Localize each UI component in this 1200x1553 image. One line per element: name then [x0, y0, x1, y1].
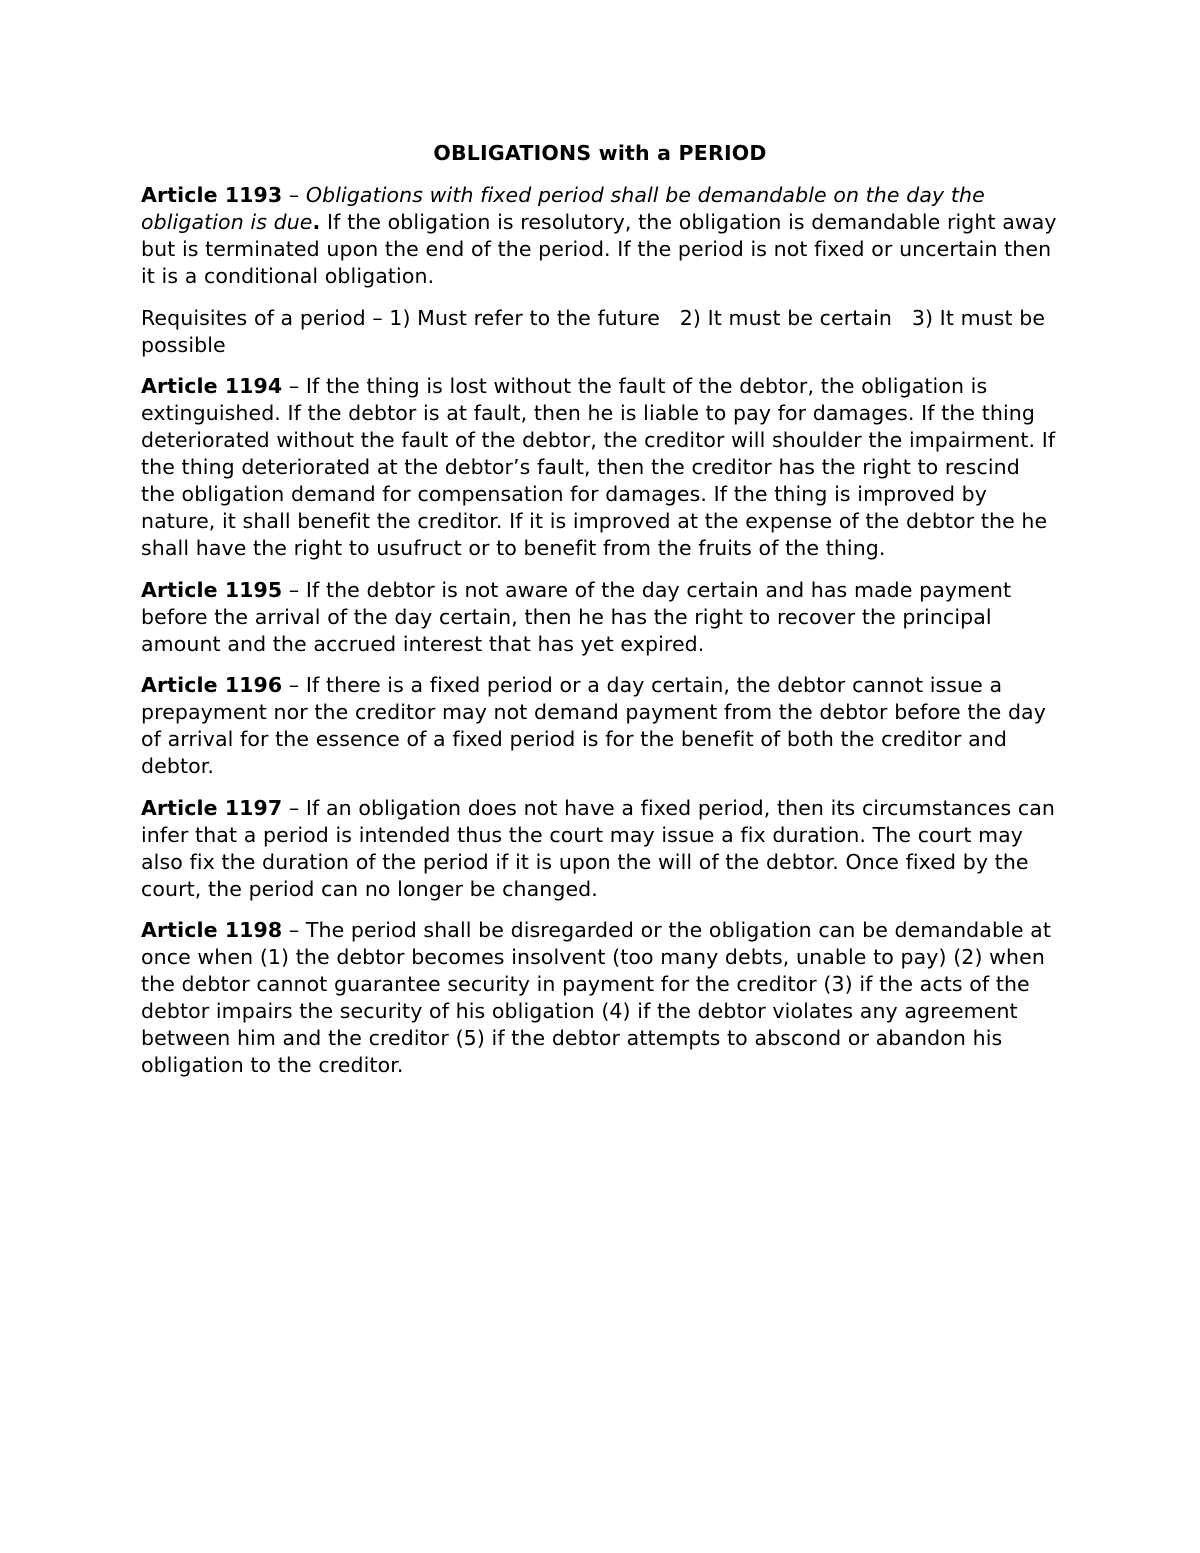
article-heading: Article 1193: [141, 183, 283, 207]
requisites-paragraph: [141, 305, 1059, 359]
article-1195-paragraph: [141, 577, 1059, 658]
article-1194-paragraph: [141, 373, 1059, 562]
document-page: [141, 138, 1059, 1094]
document-title: OBLIGATIONS with a PERIOD: [433, 141, 767, 165]
article-heading: Article 1194: [141, 374, 283, 398]
requisites-text: Requisites of a period – 1) Must refer to the future 2) It must be certain 3) It must be possible: [141, 305, 1052, 357]
article-1197-paragraph: [141, 795, 1059, 903]
article-1193-paragraph: [141, 182, 1059, 290]
article-body-text: – If the debtor is not aware of the day certain and has made payment before the arrival of the day certain, then he has the right to recover the principal amount and the accrued interest that has yet expired.: [141, 577, 1012, 656]
article-heading: Article 1195: [141, 577, 283, 602]
article-1196-paragraph: [141, 672, 1059, 780]
article-body-text: – If an obligation does not have a fixed period, then its circumstances can infer that a period is intended thus the court may issue a fix duration. The court may also fix the duration of the period if it is upon the will of the debtor. Once fixed by the court, the period can no longer be changed.: [141, 795, 1055, 901]
article-dash: –: [282, 183, 306, 207]
article-heading: Article 1196: [141, 673, 283, 697]
article-body-text: – If the thing is lost without the fault of the debtor, the obligation is extinguished. If the debtor is at fault, then he is liable to pay for damages. If the thing deteriorated without the fault of the debtor, the creditor will shoulder the impairment. If the thing deteriorated at the debtor’s fault, then the creditor has the right to rescind the obligation demand for compensation for damages. If the thing is improved by nature, it shall benefit the creditor. If it is improved at the expense of the debtor the he shall have the right to usufruct or to benefit from the fruits of the thing.: [141, 374, 1056, 560]
article-heading: Article 1198: [141, 918, 283, 942]
article-italic-end: .: [312, 210, 321, 234]
article-1198-paragraph: [141, 917, 1059, 1079]
article-heading: Article 1197: [141, 795, 283, 820]
article-body-text: – The period shall be disregarded or the obligation can be demandable at once when (1) the debtor becomes insolvent (too many debts, unable to pay) (2) when the debtor cannot guarantee security in payment for the creditor (3) if the acts of the debtor impairs the security of his obligation (4) if the debtor violates any agreement between him and the creditor (5) if the debtor attempts to abscond or abandon his obligation to the creditor.: [141, 918, 1051, 1077]
article-body-text: – If there is a fixed period or a day certain, the debtor cannot issue a prepayment nor the creditor may not demand payment from the debtor before the day of arrival for the essence of a fixed period is for the benefit of both the creditor and debtor.: [141, 673, 1046, 778]
article-body-text: If the obligation is resolutory, the obligation is demandable right away but is terminated upon the end of the period. If the period is not fixed or uncertain then it is a conditional obligation.: [141, 210, 1057, 288]
article-italic-text: Obligations with fixed period shall be demandable on the day the obligation is due: [141, 183, 985, 234]
